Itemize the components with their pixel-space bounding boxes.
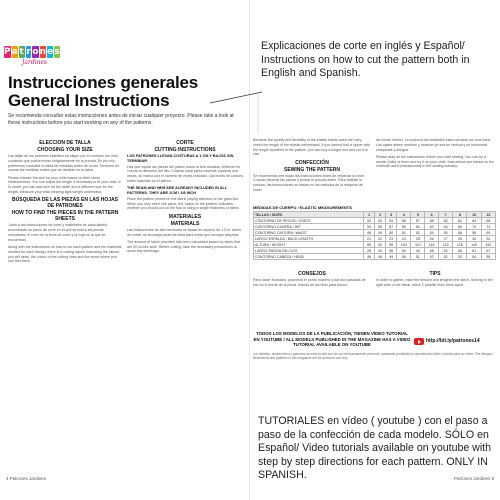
size-table-header-cell: 10 bbox=[467, 212, 481, 218]
size-table-header-cell: 3 bbox=[386, 212, 397, 218]
para-consejos: Para hacer fruncidos, ponemos el punto máximo y dar dos pasadas de hilo en el borde de la pieza, tirando de los hilos para fruncir. bbox=[253, 278, 366, 287]
logo-letter: a bbox=[11, 47, 18, 57]
size-measurements-table bbox=[253, 204, 496, 260]
size-table-header-cell: TALLAS / SIZES bbox=[254, 212, 364, 218]
page-footer-right: Patrones Jardines 5 bbox=[453, 476, 494, 481]
size-table-cell: 58 bbox=[467, 230, 481, 236]
left-column-size-and-pieces bbox=[8, 140, 122, 472]
tips-column-es bbox=[253, 271, 371, 329]
size-table-cell: 54 bbox=[425, 230, 439, 236]
patrones-logo bbox=[4, 46, 60, 72]
size-table-header-cell: 6 bbox=[425, 212, 439, 218]
size-table-cell: 26 bbox=[425, 236, 439, 242]
size-table-cell: 54 bbox=[364, 224, 375, 230]
size-table-cell: 46 bbox=[364, 254, 375, 260]
size-table-row-label: CONTORNO CADERA / HIP bbox=[254, 224, 364, 230]
size-table-cell: 48 bbox=[364, 230, 375, 236]
heading-tips: TIPS bbox=[429, 271, 441, 277]
size-table-cell: 50 bbox=[397, 254, 411, 260]
size-table-cell: 52 bbox=[364, 218, 375, 224]
heading-sewing-en: SEWING THE PATTERN bbox=[284, 166, 340, 173]
heading-size-es: ELECCIÓN DE TALLA bbox=[39, 140, 91, 146]
size-table-cell: 140 bbox=[467, 242, 481, 248]
size-table-cell: 49 bbox=[386, 254, 397, 260]
size-table-cell: 53 bbox=[453, 254, 467, 260]
size-table-cell: 70 bbox=[467, 224, 481, 230]
heading-size-en: CHOOSING YOUR SIZE bbox=[37, 147, 93, 153]
para-cutting-es: Hay que copiar las piezas del patrón sobre la tela doblada, teniendo en cuenta la dirección del hilo. Cuando cada pieza necesite copiarse dos veces, se marca con el número de veces indicado. Las líneas de costura están incluidas en el patrón. bbox=[127, 164, 243, 183]
size-table-cell: 54 bbox=[467, 254, 481, 260]
size-table-cell: 51 bbox=[397, 230, 411, 236]
size-table-cell: 128 bbox=[453, 242, 467, 248]
size-table-cell: 52 bbox=[439, 254, 453, 260]
size-table-cell: 56 bbox=[397, 218, 411, 224]
size-table-cell: 53 bbox=[375, 218, 386, 224]
size-table-caption: MEDIDAS DE CUERPO / ELASTIC MEASUREMENTS bbox=[253, 205, 352, 210]
subheading-seams-en: THE SEAM AND HEM ARE ALREADY INCLUDED IN ALL PATTERNS. THEY ARE 1CM / 1/8 INCH bbox=[127, 186, 228, 196]
size-table-row-label: ALTURA / HEIGHT bbox=[254, 242, 364, 248]
logo-letter: n bbox=[39, 47, 47, 57]
size-table-cell: 54 bbox=[386, 218, 397, 224]
size-table-cell: 67 bbox=[481, 248, 495, 254]
size-table-cell: 62 bbox=[425, 224, 439, 230]
size-table-cell: 55 bbox=[481, 254, 495, 260]
size-table-cell: 28 bbox=[453, 236, 467, 242]
heading-cutting-es: CORTE bbox=[176, 140, 194, 146]
para-materials-en: The amount of fabric provided has been calculated based on fabric that are 60 inches wide. Before cutting, take the necessary precautions to avoid any shrinkage. bbox=[127, 239, 241, 254]
para-size-es: Las tallas de los patrones infantiles se eligen por el contorno del niño, cuidando que pueda entrar holgadamente en la prenda. Es por ello, preferimos consultar tu tabla de medidas antes de cortar. Tenemos en cuenta las medidas reales que se detallan en la tabla. bbox=[8, 154, 120, 173]
size-table-cell: 51 bbox=[411, 254, 425, 260]
para-materials-es: Las indicaciones de tela necesaria se basan en anchos de 1.5 m. Antes de cortar, se aconseja lavar las telas para evitar que encojan después. bbox=[127, 227, 242, 237]
size-table-row-label: CONTORNO CINTURA / WAIST bbox=[254, 230, 364, 236]
size-table-cell: 30 bbox=[467, 236, 481, 242]
size-table-cell: 24 bbox=[397, 236, 411, 242]
size-table-cell: 60 bbox=[411, 224, 425, 230]
para-hems-en: Please read all the instructions before you start sewing. You can try a muslin (toile) of them and try it on your child. Instructions are based on the methods used professionally in the sewing industry. bbox=[376, 154, 494, 169]
logo-letter: e bbox=[47, 47, 54, 57]
video-tutorial-banner: TODOS LOS MODELOS DE LA PUBLICACIÓN, TIENEN VÍDEO TUTORIAL EN YOUTUBE / ALL MODELS PUBLISHED IN THE MAGAZINE HAS A VIDEO TUTORIAL AVAILABLE ON YOUTUBE bbox=[253, 331, 411, 348]
size-table-cell: 61 bbox=[467, 248, 481, 254]
size-table-cell: 62 bbox=[453, 218, 467, 224]
youtube-link[interactable]: http://bit.ly/patrones14 bbox=[426, 338, 480, 344]
callout-cutting-explanation: Explicaciones de corte en inglés y Español/ Instructions on how to cut the pattern both in English and Spanish. bbox=[261, 40, 470, 79]
right-column-sewing bbox=[253, 138, 371, 202]
logo-letter: t bbox=[19, 47, 24, 57]
size-table-cell: 59 bbox=[397, 224, 411, 230]
para-tips: In order to gather, raise the tension and lengthen the stitch. Sewing to the right side of the fabric, stitch 2 parallel lines 5mm apart. bbox=[376, 278, 493, 287]
size-table-cell: 21 bbox=[364, 236, 375, 242]
heading-materials-es: MATERIALES bbox=[168, 213, 202, 220]
size-table-cell: 27 bbox=[439, 236, 453, 242]
size-table-row-label: LARGO ESPALDA / BACK LENGTH bbox=[254, 236, 364, 242]
youtube-icon bbox=[414, 338, 424, 345]
left-column-cutting-and-materials bbox=[127, 140, 243, 472]
size-table-cell: 52 bbox=[425, 254, 439, 260]
size-table-cell: 40 bbox=[397, 248, 411, 254]
size-table-cell: 50 bbox=[386, 230, 397, 236]
size-table-header-cell: 2 bbox=[375, 212, 386, 218]
title-spanish: Instrucciones generales bbox=[8, 73, 199, 92]
size-table-cell: 48 bbox=[375, 254, 386, 260]
heading-materials-en: MATERIALS bbox=[170, 220, 200, 227]
para-hems-es: del borde interior. La anchura del dobladillo está marcada con esa línea. Los ojales deben medirse y hacerse ya sea en vertical y en horizontal chaquetas y abrigos. bbox=[376, 138, 491, 152]
subheading-seams-es: LOS PATRONES LLEVAN COSTURAS A 1 CM Y BAJOS SIN TERMINAR. bbox=[127, 154, 234, 163]
size-table-header-cell: 8 bbox=[453, 212, 467, 218]
size-table-cell: 49 bbox=[375, 230, 386, 236]
size-table-cell: 56 bbox=[453, 230, 467, 236]
heading-cutting-en: CUTTING INSTRUCTIONS bbox=[154, 147, 216, 153]
size-table-cell: 44 bbox=[411, 248, 425, 254]
size-table-cell: 68 bbox=[481, 218, 495, 224]
heading-pieces-en: HOW TO FIND THE PIECES IN THE PATTERN SHEETS bbox=[11, 210, 119, 223]
size-table-cell: 48 bbox=[425, 248, 439, 254]
size-table-row-label: LARGO PANTALÓN / LEG bbox=[254, 248, 364, 254]
size-table-cell: 32 bbox=[481, 236, 495, 242]
logo-subtitle: Jardines bbox=[22, 59, 48, 66]
para-size-en: Please choose the size for your child based on their chest measurement. You can adjust the length if necessary to fit your child. If in doubt, you can add size for the width and a different size for the length. Measure your child wearing light-weight underwear. bbox=[8, 175, 121, 195]
size-table-header-cell: 4 bbox=[397, 212, 411, 218]
logo-letter: P bbox=[4, 47, 11, 57]
size-table-row-label: CONTORNO CABEZA / HEAD bbox=[254, 254, 364, 260]
size-table-cell: 92 bbox=[375, 242, 386, 248]
size-table-row-label: CONTORNO DE PECHO / CHEST bbox=[254, 218, 364, 224]
heading-sewing-es: CONFECCIÓN bbox=[295, 159, 329, 166]
size-table-cell: 60 bbox=[481, 230, 495, 236]
table-row bbox=[254, 254, 496, 260]
size-table-cell: 52 bbox=[411, 230, 425, 236]
size-table-cell: 57 bbox=[386, 224, 397, 230]
size-table-cell: 74 bbox=[481, 224, 495, 230]
size-table-cell: 55 bbox=[439, 230, 453, 236]
para-pieces-es: Junto a las instrucciones de corte y materiales de cada diseño, encontrarás un plano de corte en el que se indica las piezas necesarias, el color de la línea de corte y la hoja en la que se encuentran. bbox=[8, 223, 109, 242]
size-table-header-cell: 7 bbox=[439, 212, 453, 218]
size-table-body bbox=[254, 218, 496, 260]
title-english: General Instructions bbox=[8, 91, 170, 110]
size-table-cell: 28 bbox=[364, 248, 375, 254]
size-table-cell: 64 bbox=[439, 224, 453, 230]
size-table-cell: 52 bbox=[439, 248, 453, 254]
size-table-header-cell: 12 bbox=[481, 212, 495, 218]
legal-fine-print: Los diseños, ilustraciones y patrones de esta revista son de uso exclusivamente personal, quedando prohibida su reproducción total o parcial para su venta. The designs, illustrations and patterns in this magazine are for personal use only. bbox=[253, 352, 493, 361]
tips-column-en bbox=[376, 271, 494, 329]
page-footer-left: 4 Patrones Jardines bbox=[6, 476, 47, 481]
size-table-cell: 66 bbox=[453, 224, 467, 230]
para-pieces-en: Along with the instructions on how to cut each pattern and the materials needed for each design, there is a cutting layout, indicating the pieces you will need, the colour of the cutting lines and the sheet where you can find them. bbox=[8, 245, 122, 264]
logo-letter: o bbox=[32, 47, 39, 57]
size-table-cell: 25 bbox=[411, 236, 425, 242]
heading-pieces-es: BÚSQUEDA DE LAS PIEZAS EN LAS HOJAS DE PATRONES bbox=[12, 197, 118, 210]
intro-text: Se recomienda consultar estas instrucciones antes de iniciar cualquier proyecto. Please take a look at these instructions before you start working on any of the patterns. bbox=[8, 113, 234, 126]
para-cutting-en: Place the pattern pieces on the fabric paying attention to the grain line. When you only need one piece, the 'make on the pattern' indicates whether you should cut on the fold or using a single thickness of fabric. bbox=[127, 196, 240, 211]
size-table-cell: 23 bbox=[386, 236, 397, 242]
size-table-cell: 80 bbox=[364, 242, 375, 248]
callout-video-tutorials: TUTORIALES en vídeo ( youtube ) con el paso a paso de la confección de cada modelo. SÓLO en Español/ Video tutorials available on youtube with step by step directions for each pattern. ONLY IN SPANISH. bbox=[258, 415, 492, 481]
size-table-cell: 98 bbox=[386, 242, 397, 248]
logo-wordmark bbox=[4, 46, 60, 58]
size-table-cell: 56 bbox=[453, 248, 467, 254]
heading-consejos: CONSEJOS bbox=[298, 271, 326, 277]
size-table-cell: 152 bbox=[481, 242, 495, 248]
size-table-header-cell: 1 bbox=[364, 212, 375, 218]
size-table-cell: 64 bbox=[467, 218, 481, 224]
size-table-cell: 116 bbox=[425, 242, 439, 248]
right-column-hems bbox=[376, 138, 494, 202]
size-table-cell: 32 bbox=[375, 248, 386, 254]
size-table-cell: 55 bbox=[375, 224, 386, 230]
logo-letter: s bbox=[54, 47, 60, 57]
size-table-cell: 122 bbox=[439, 242, 453, 248]
size-table-cell: 110 bbox=[411, 242, 425, 248]
size-table-cell: 60 bbox=[439, 218, 453, 224]
size-table-cell: 104 bbox=[397, 242, 411, 248]
size-table-header-cell: 5 bbox=[411, 212, 425, 218]
para-sewing-es: Se recomienda leer todas las instrucciones antes de empezar a coser. Cuando hilvanar las piezas y probar la prenda antes. Para facilitar la costura, las instrucciones se basan en los métodos de la máquina de coser. bbox=[253, 173, 365, 193]
logo-letter: r bbox=[26, 47, 31, 57]
size-table-cell: 36 bbox=[386, 248, 397, 254]
para-elastic-en: Because the quality and flexibility of the elastic bands used can vary, check the length of the elastic beforehand. If you cannot find a zipper with the length specified in the pattern, you can buy a longer one and cut it to size. bbox=[253, 138, 371, 157]
size-table-cell: 22 bbox=[375, 236, 386, 242]
size-table-cell: 57 bbox=[411, 218, 425, 224]
size-table-cell: 58 bbox=[425, 218, 439, 224]
